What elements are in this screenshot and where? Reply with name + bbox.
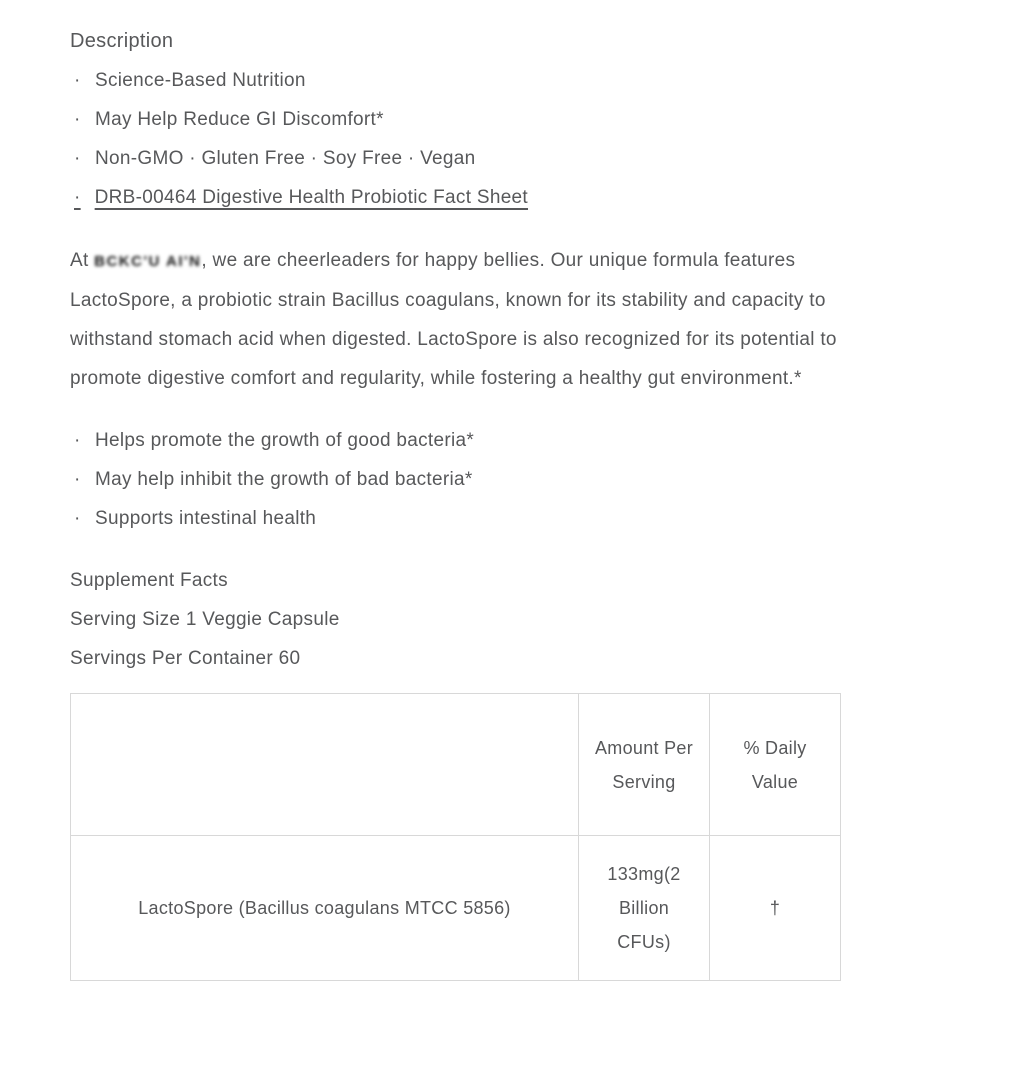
section-title: Description [70,30,174,52]
cell-daily-value: † [710,836,841,981]
supplement-facts-table [70,693,841,981]
table-header-row [71,694,841,836]
feature-item: · Non-GMO · Gluten Free · Soy Free · Vegan [70,139,840,178]
header-ingredient [71,694,579,836]
feature-item: · Science-Based Nutrition [70,61,840,100]
table-header [71,694,841,836]
benefit-item: · May help inhibit the growth of bad bacteria* [70,460,840,499]
cell-amount: 133mg(2 Billion CFUs) [579,836,710,981]
redacted-brand-text: BCKC'U AI'N [94,253,202,270]
feature-item: · May Help Reduce GI Discomfort* [70,100,840,139]
intro-body: , we are cheerleaders for happy bellies. Our unique formula features LactoSpore, a probiotic strain Bacillus coagulans, known for its stability and capacity to withstand stomach acid when digested. LactoSpore is also recognized for its potential to promote digestive comfort and regularity, while fostering a healthy gut environment.* [70,250,837,389]
table-row [71,836,841,981]
intro-paragraph [70,241,840,398]
supplement-facts-heading: Supplement Facts [70,570,228,591]
cell-ingredient-name: LactoSpore (Bacillus coagulans MTCC 5856) [71,836,579,981]
servings-per-container-line: Servings Per Container 60 [70,648,301,669]
benefit-item: · Supports intestinal health [70,499,840,538]
serving-size-line: Serving Size 1 Veggie Capsule [70,609,340,630]
benefit-list [70,421,840,538]
supplement-facts-block [70,561,840,678]
benefit-item: · Helps promote the growth of good bacteria* [70,421,840,460]
intro-prefix: At [70,250,95,271]
header-daily-value: % Daily Value [710,694,841,836]
feature-list [70,61,840,217]
table-body [71,836,841,981]
feature-item-fact-sheet [62,178,840,217]
header-amount-per-serving: Amount Per Serving [579,694,710,836]
fact-sheet-link[interactable]: · DRB-00464 Digestive Health Probiotic Fact Sheet [62,187,528,208]
